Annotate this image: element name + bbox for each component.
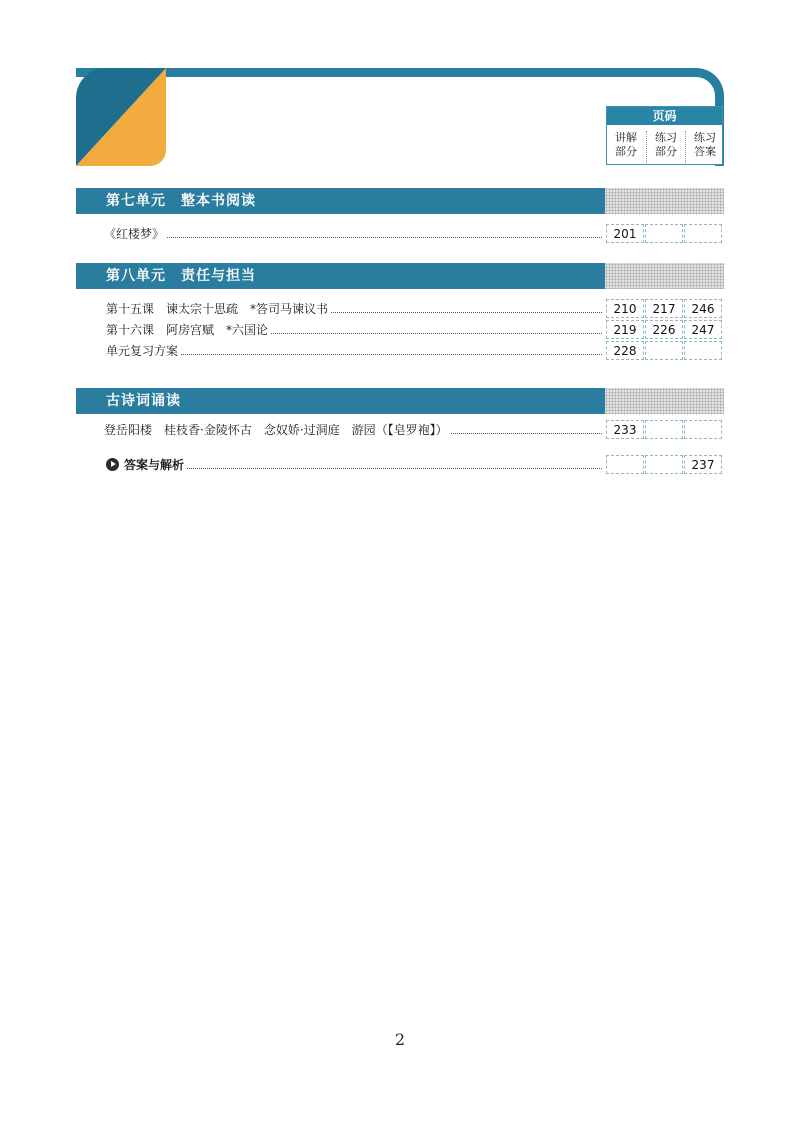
page-cell-explanation: 201	[606, 224, 644, 243]
toc-row-title[interactable]: 第十六课 阿房宫赋 *六国论	[106, 320, 271, 340]
toc-row-title[interactable]: 《红楼梦》	[104, 224, 167, 244]
page-cell-answers: 237	[684, 455, 722, 474]
toc-row[interactable]	[76, 224, 724, 244]
toc-row[interactable]	[76, 420, 724, 440]
page-cell-exercise: 226	[645, 320, 683, 339]
section-pattern	[605, 263, 724, 289]
section-title: 古诗词诵读	[76, 388, 605, 414]
page-column-title: 页码	[607, 107, 722, 125]
corner-decoration	[76, 68, 166, 166]
column-explanation-line1: 讲解	[615, 131, 637, 144]
toc-row[interactable]	[76, 320, 724, 340]
page-cell-explanation: 210	[606, 299, 644, 318]
answers-title: 答案与解析	[124, 458, 185, 472]
section-bar-poetry	[76, 388, 724, 414]
column-answers-line2: 答案	[694, 145, 716, 158]
page-cell-explanation: 233	[606, 420, 644, 439]
page-cell-exercise	[645, 224, 683, 243]
column-answers	[685, 131, 724, 163]
column-explanation	[607, 131, 645, 163]
page-cell-answers	[684, 224, 722, 243]
page-cell-answers	[684, 420, 722, 439]
column-answers-line1: 练习	[694, 131, 716, 144]
page-cell-answers: 247	[684, 320, 722, 339]
page-column-header	[606, 106, 723, 165]
page-cell-exercise	[645, 455, 683, 474]
page-cell-explanation: 228	[606, 341, 644, 360]
play-circle-icon	[106, 458, 119, 471]
column-exercise-line2: 部分	[655, 145, 677, 158]
page-number: 2	[394, 1030, 406, 1049]
column-explanation-line2: 部分	[615, 145, 637, 158]
page-cell-exercise	[645, 420, 683, 439]
column-exercise	[646, 131, 685, 163]
answers-entry[interactable]	[106, 455, 187, 475]
page-cell-explanation: 219	[606, 320, 644, 339]
toc-row-title[interactable]: 单元复习方案	[106, 341, 181, 361]
page-cell-exercise: 217	[645, 299, 683, 318]
toc-row-title[interactable]: 第十五课 谏太宗十思疏 *答司马谏议书	[106, 299, 331, 319]
page-cell-answers	[684, 341, 722, 360]
section-bar-unit8	[76, 263, 724, 289]
toc-row-answers[interactable]	[76, 455, 724, 475]
section-pattern	[605, 388, 724, 414]
page-cell-answers: 246	[684, 299, 722, 318]
page-cell-explanation	[606, 455, 644, 474]
section-title: 第八单元 责任与担当	[76, 263, 605, 289]
section-pattern	[605, 188, 724, 214]
toc-row-title[interactable]: 登岳阳楼 桂枝香·金陵怀古 念奴娇·过洞庭 游园（【皂罗袍】）	[104, 420, 451, 440]
page-cell-exercise	[645, 341, 683, 360]
section-title: 第七单元 整本书阅读	[76, 188, 605, 214]
dot-leader	[106, 237, 602, 238]
section-bar-unit7	[76, 188, 724, 214]
toc-row[interactable]	[76, 341, 724, 361]
column-exercise-line1: 练习	[655, 131, 677, 144]
toc-row[interactable]	[76, 299, 724, 319]
